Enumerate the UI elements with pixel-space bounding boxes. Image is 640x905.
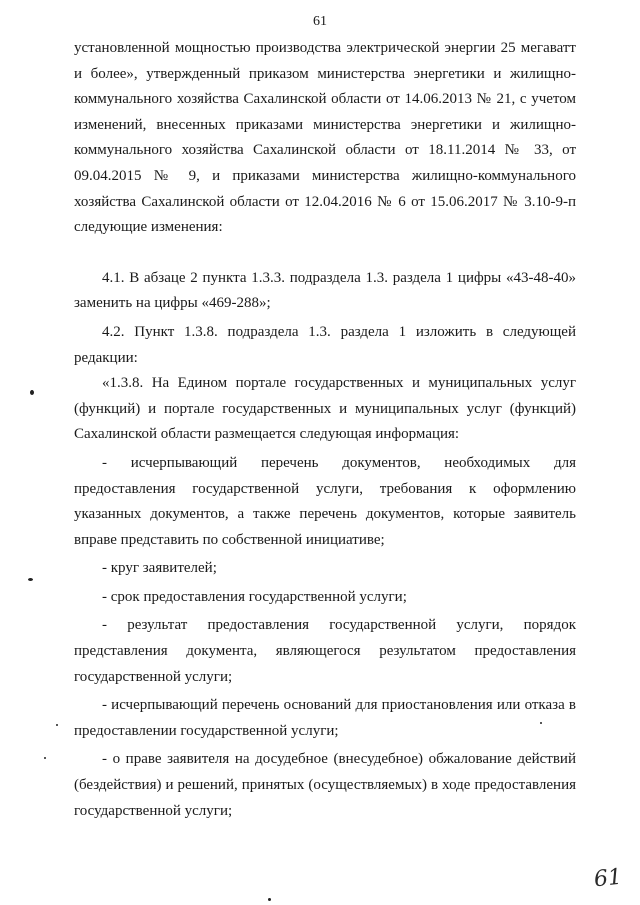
- paragraph-4-2: 4.2. Пункт 1.3.8. подраздела 1.3. раздела 1 изложить в следующей редакции:: [74, 323, 576, 366]
- list-item-applicants: - круг заявителей;: [102, 560, 217, 577]
- list-item-term: - срок предоставления государственной услуги;: [102, 588, 407, 605]
- scan-speck: [28, 578, 33, 581]
- list-item-grounds: - исчерпывающий перечень оснований для приостановления или отказа в предоставлении государственной услуги;: [74, 697, 576, 739]
- paragraph-4-1: 4.1. В абзаце 2 пункта 1.3.3. подраздела 1.3. раздела 1 цифры «43-48-40» заменить на цифры «469-288»;: [74, 269, 576, 312]
- scan-speck: [56, 724, 58, 726]
- document-body: [74, 36, 576, 824]
- list-item-appeal: - о праве заявителя на досудебное (внесудебное) обжалование действий (бездействия) и решений, принятых (осуществляемых) в ходе предоставления государственной услуги;: [74, 751, 576, 819]
- handwritten-page-number: 61: [592, 864, 624, 893]
- list-item-result: - результат предоставления государственной услуги, порядок представления документа, являющегося результатом предоставления государственной услуги;: [74, 617, 576, 685]
- page-number: 61: [313, 14, 327, 29]
- list-item-documents: - исчерпывающий перечень документов, необходимых для предоставления государственной услуги, требования к оформлению указанных документов, а также перечень документов, которые заявитель вправе представить по собственной инициативе;: [74, 454, 576, 548]
- scan-speck: [540, 722, 542, 724]
- scan-speck: [44, 757, 46, 759]
- scan-speck: [30, 390, 34, 395]
- scan-speck: [268, 898, 271, 901]
- paragraph-1-3-8: «1.3.8. На Едином портале государственных и муниципальных услуг (функций) и портале государственных и муниципальных услуг (функций) Сахалинской области размещается следующая информация:: [74, 375, 576, 443]
- paragraph-intro: установленной мощностью производства электрической энергии 25 мегаватт и более», утвержденный приказом министерства энергетики и жилищно-коммунального хозяйства Сахалинской области от 14.06.2013 № 21, с учетом изменений, внесенных приказами министерства энергетики и жилищно-коммунального хозяйства Сахалинской области от 18.11.2014 № 33, от 09.04.2015 № 9, и приказами министерства жилищно-коммунального хозяйства Сахалинской области от 12.04.2016 № 6 от 15.06.2017 № 3.10-9-п следующие изменения:: [74, 40, 576, 236]
